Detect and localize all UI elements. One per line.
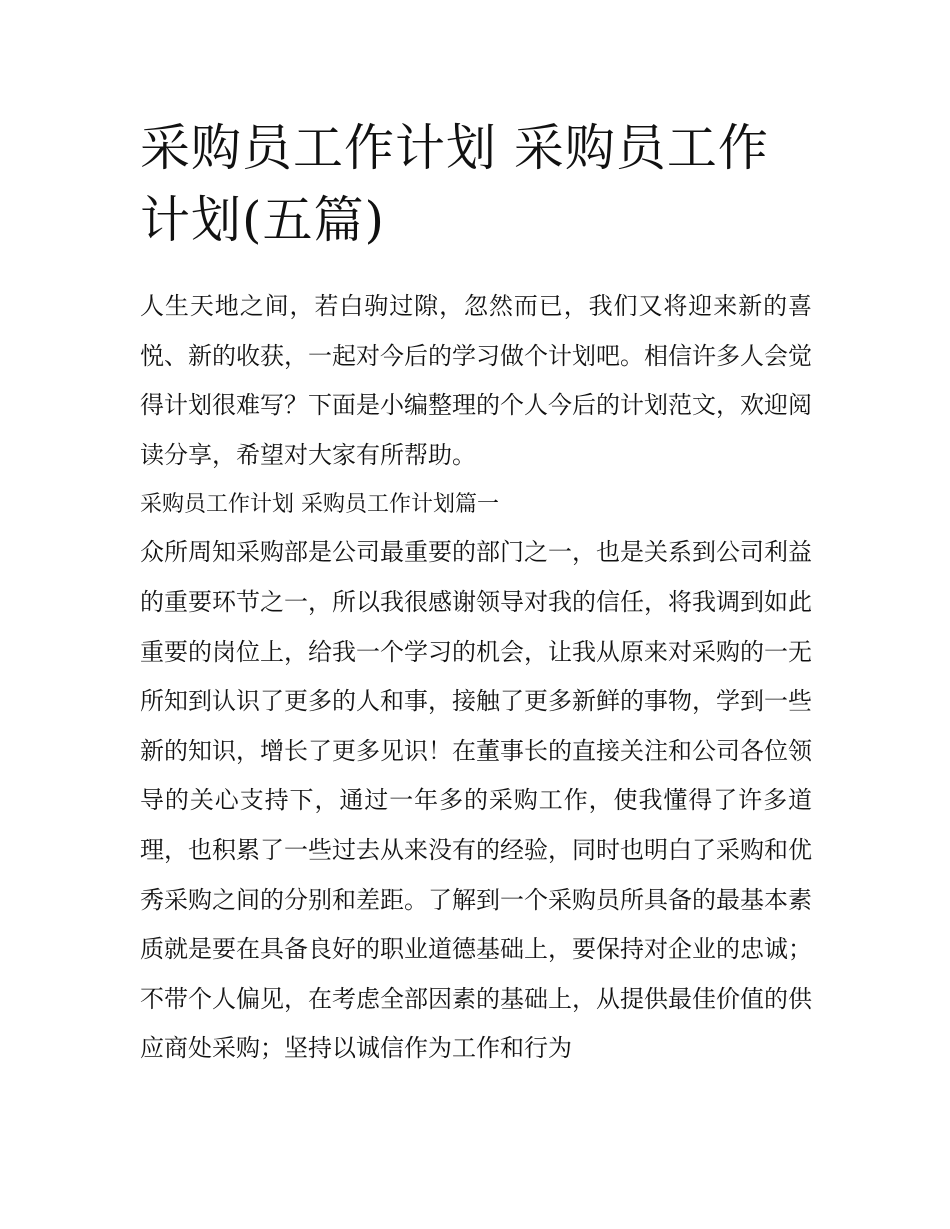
body-paragraph: 众所周知采购部是公司最重要的部门之一，也是关系到公司利益的重要环节之一，所以我很感谢领导对我的信任，将我调到如此重要的岗位上，给我一个学习的机会，让我从原来对采购的一无所知到认识了更多的人和事，接触了更多新鲜的事物，学到一些新的知识，增长了更多见识！在董事长的直接关注和公司各位领导的关心支持下，通过一年多的采购工作，使我懂得了许多道理，也积累了一些过去从来没有的经验，同时也明白了采购和优秀采购之间的分别和差距。了解到一个采购员所具备的最基本素质就是要在具备良好的职业道德基础上，要保持对企业的忠诚；不带个人偏见，在考虑全部因素的基础上，从提供最佳价值的供应商处采购；坚持以诚信作为工作和行为 [140, 538, 812, 1063]
section-heading: 采购员工作计划 采购员工作计划篇一 [140, 492, 499, 518]
document-page [140, 112, 812, 1074]
document-title: 采购员工作计划 采购员工作计划(五篇) [140, 119, 769, 249]
intro-paragraph: 人生天地之间，若白驹过隙，忽然而已，我们又将迎来新的喜悦、新的收获，一起对今后的学习做个计划吧。相信许多人会觉得计划很难写？下面是小编整理的个人今后的计划范文，欢迎阅读分享，希望对大家有所帮助。 [140, 292, 812, 469]
